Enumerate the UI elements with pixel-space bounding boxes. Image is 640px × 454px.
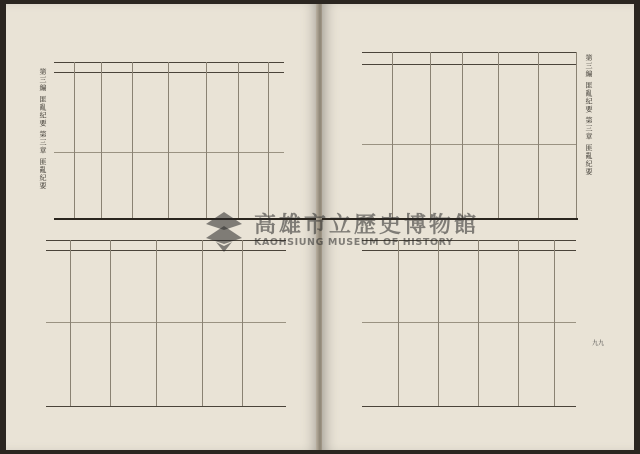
book-spread xyxy=(6,4,634,450)
watermark-name-cn: 高雄市立歷史博物館 xyxy=(254,213,480,238)
column-rule xyxy=(268,62,269,218)
column-rule xyxy=(101,62,102,218)
table-rule xyxy=(362,322,576,323)
left-running-head: 第三編 匪亂紀要 第三章 匪亂紀要 xyxy=(39,68,47,190)
column-rule xyxy=(132,62,133,218)
table-rule xyxy=(362,144,576,145)
column-rule xyxy=(538,52,539,218)
text-column xyxy=(58,76,72,206)
column-rule xyxy=(156,240,157,406)
text-column xyxy=(138,76,164,206)
text-column xyxy=(80,76,98,206)
right-running-head: 第三編 匪亂紀要 第三章 匪亂紀要 xyxy=(585,54,593,176)
museum-watermark xyxy=(202,210,480,254)
column-rule xyxy=(392,52,393,218)
column-rule xyxy=(576,52,577,218)
column-rule xyxy=(430,52,431,218)
text-column xyxy=(212,76,234,206)
column-rule xyxy=(74,62,75,218)
column-rule xyxy=(168,62,169,218)
column-rule xyxy=(478,240,479,406)
table-rule xyxy=(362,64,576,65)
text-column xyxy=(244,76,264,206)
column-rule xyxy=(242,240,243,406)
table-rule xyxy=(46,406,286,407)
column-rule xyxy=(438,240,439,406)
table-rule xyxy=(362,406,576,407)
column-rule xyxy=(462,52,463,218)
text-column xyxy=(106,76,128,206)
museum-logo-icon xyxy=(202,210,246,254)
column-rule xyxy=(554,240,555,406)
page-number: 九九 xyxy=(592,340,605,347)
column-rule xyxy=(206,62,207,218)
watermark-name-en: KAOHSIUNG MUSEUM OF HISTORY xyxy=(254,237,454,248)
table-rule xyxy=(362,52,576,53)
column-rule xyxy=(110,240,111,406)
column-rule xyxy=(398,240,399,406)
table-rule xyxy=(46,322,286,323)
column-rule xyxy=(238,62,239,218)
column-rule xyxy=(70,240,71,406)
column-rule xyxy=(518,240,519,406)
column-rule xyxy=(202,240,203,406)
table-rule xyxy=(54,72,284,73)
table-rule xyxy=(54,62,284,63)
column-rule xyxy=(498,52,499,218)
text-column xyxy=(174,76,202,206)
